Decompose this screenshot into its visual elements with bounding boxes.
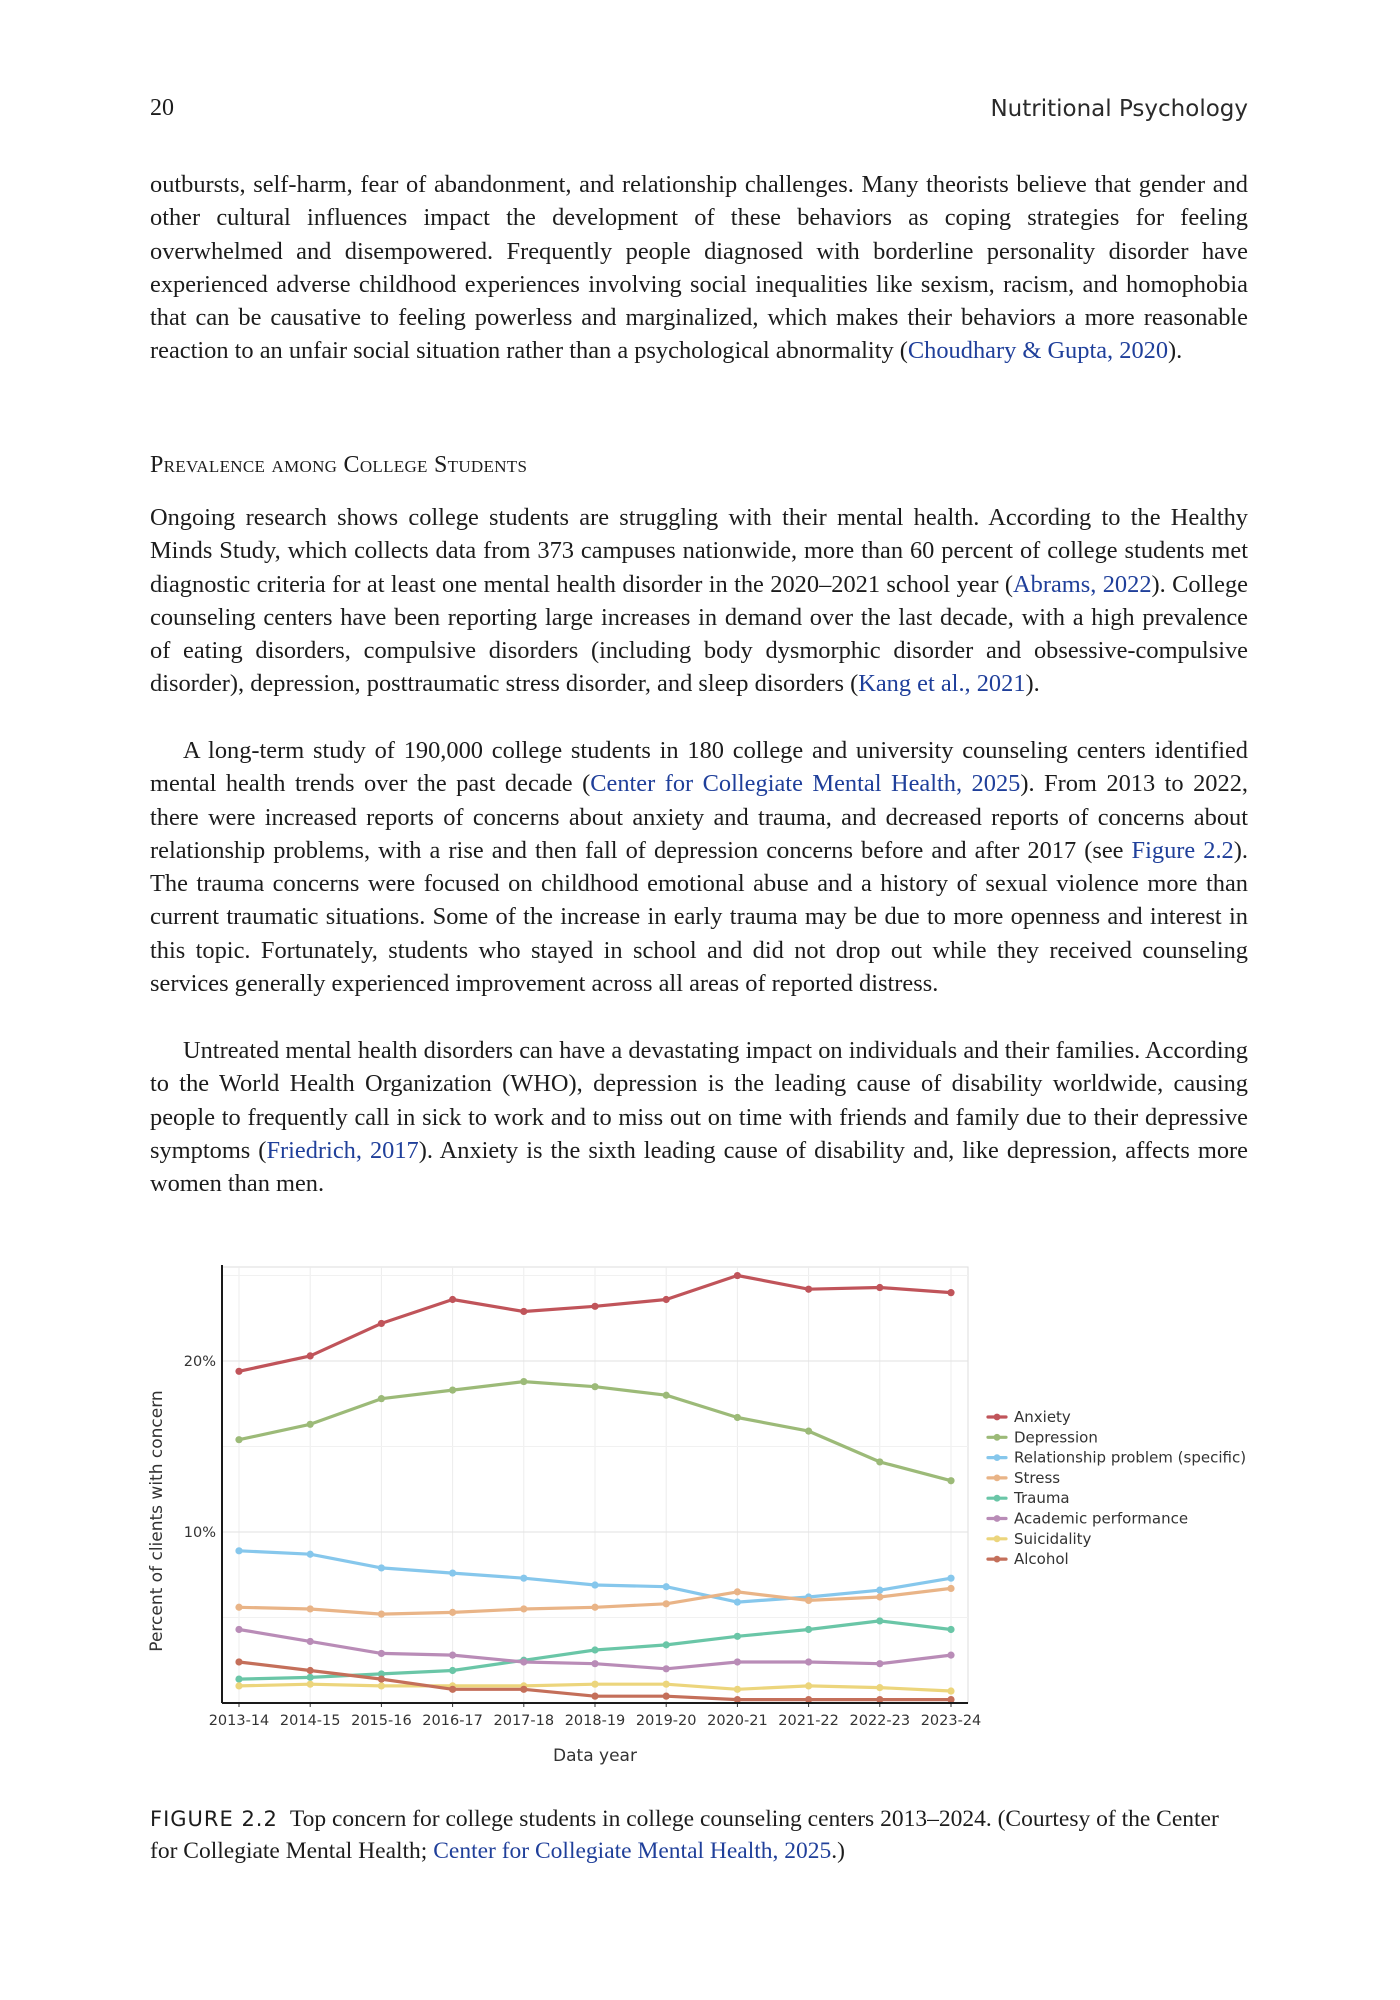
paragraph-text: Ongoing research shows college students are struggling with their mental health. According to the Healthy Minds Study, which collects data from 373 campuses nationwide, more than 60 percent of college students met diagnostic criteria for at least one mental health disorder in the 2020–2021 school year ( [150,504,1248,598]
data-point [449,1609,456,1616]
x-axis-title: Data year [553,1746,637,1766]
data-point [947,1652,954,1659]
data-point [235,1682,242,1689]
data-point [307,1638,314,1645]
legend-marker [994,1495,1001,1502]
data-point [378,1320,385,1327]
data-point [805,1658,812,1665]
data-point [449,1569,456,1576]
legend-marker [994,1454,1001,1461]
caption-text: Top concern for college students in college counseling centers 2013–2024. (Courtesy of the Center for Collegiate Mental Health; [150,1806,1219,1864]
data-point [378,1564,385,1571]
data-point [378,1682,385,1689]
paragraph-text: Untreated mental health disorders can have a devastating impact on individuals and their families. According to the World Health Organization (WHO), depression is the leading cause of disability worldwide, causing people to frequently call in sick to work and to miss out on time with friends and family due to their depressive symptoms ( [150,1037,1248,1164]
data-point [591,1681,598,1688]
legend-marker [994,1434,1001,1441]
data-point [235,1368,242,1375]
data-point [520,1605,527,1612]
x-tick-label: 2019-20 [635,1713,697,1729]
data-point [876,1458,883,1465]
y-tick-label: 10% [183,1525,216,1542]
data-point [734,1588,741,1595]
data-point [947,1477,954,1484]
x-tick-label: 2013-14 [208,1713,270,1729]
paragraph-text: ). [1168,337,1183,365]
data-point [663,1296,670,1303]
data-point [307,1551,314,1558]
data-point [449,1652,456,1659]
x-tick-label: 2018-19 [564,1713,626,1729]
legend-item [988,1530,1092,1548]
data-point [449,1387,456,1394]
data-point [805,1626,812,1633]
data-point [591,1604,598,1611]
data-point [876,1660,883,1667]
data-point [734,1686,741,1693]
data-point [663,1641,670,1648]
data-point [449,1296,456,1303]
legend-label: Stress [1014,1468,1061,1487]
data-point [235,1436,242,1443]
data-point [734,1658,741,1665]
data-point [307,1667,314,1674]
data-point [520,1378,527,1385]
data-point [520,1686,527,1693]
legend-label: Academic performance [1014,1509,1189,1528]
data-point [947,1575,954,1582]
legend-item [988,1489,1070,1507]
legend-label: Suicidality [1014,1529,1092,1548]
data-point [805,1682,812,1689]
data-point [307,1681,314,1688]
data-point [591,1646,598,1653]
data-point [876,1684,883,1691]
legend-label: Anxiety [1014,1408,1071,1426]
figure-label: FIGURE 2.2 [150,1807,278,1831]
page-number: 20 [150,95,174,121]
legend-item [988,1408,1071,1426]
data-point [734,1633,741,1640]
chart-gridlines [222,1267,968,1703]
y-axis-title: Percent of clients with concern [147,1390,167,1652]
legend-label: Relationship problem (specific) [1014,1448,1247,1467]
section-heading: Prevalence among College Students [150,452,528,478]
caption-text: .) [831,1838,845,1864]
legend-item [988,1449,1246,1467]
citation-link[interactable]: Center for Collegiate Mental Health, 2025 [433,1838,832,1864]
x-tick-label: 2014-15 [279,1713,341,1729]
paragraph-text: ). From 2013 to 2022, there were increased reports of concerns about anxiety and trauma, and decreased reports of concerns about relationship problems, with a rise and then fall of depression concerns before and after 2017 (see [150,770,1248,864]
body-paragraph [150,168,1248,368]
data-point [734,1414,741,1421]
data-point [947,1626,954,1633]
data-point [663,1600,670,1607]
data-point [591,1303,598,1310]
data-point [591,1693,598,1700]
data-point [378,1650,385,1657]
paragraph-text: ). [1025,670,1040,698]
data-point [805,1428,812,1435]
citation-link[interactable]: Choudhary & Gupta, 2020 [907,337,1169,365]
data-point [307,1674,314,1681]
data-point [235,1626,242,1633]
data-point [876,1593,883,1600]
data-point [947,1687,954,1694]
x-tick-label: 2023-24 [920,1713,982,1729]
data-point [307,1352,314,1359]
data-point [876,1617,883,1624]
data-point [235,1658,242,1665]
data-point [663,1583,670,1590]
data-point [805,1286,812,1293]
paragraph-text: ). Anxiety is the sixth leading cause of disability and, like depression, affects more women than men. [150,1136,1248,1198]
legend-marker [994,1535,1001,1542]
paragraph-text: outbursts, self-harm, fear of abandonment, and relationship challenges. Many theorists believe that gender and other cultural influences impact the development of these behaviors as coping strategies for feeling overwhelmed and disempowered. Frequently people diagnosed with borderline personality disorder have experienced adverse childhood experiences involving social inequalities like sexism, racism, and homophobia that can be causative to feeling powerless and marginalized, which makes their behaviors a more reasonable reaction to an unfair social situation rather than a psychological abnormality ( [150,171,1248,365]
body-paragraph [150,501,1248,701]
figure-caption [150,1803,1248,1867]
line-chart [140,1255,1270,1775]
data-point [378,1395,385,1402]
data-point [805,1597,812,1604]
x-tick-label: 2016-17 [422,1713,483,1729]
data-point [378,1610,385,1617]
data-point [663,1392,670,1399]
legend-label: Alcohol [1014,1550,1069,1569]
legend-marker [994,1475,1001,1482]
data-point [663,1665,670,1672]
data-point [947,1289,954,1296]
data-point [591,1660,598,1667]
paragraph-text: ). The trauma concerns were focused on childhood emotional abuse and a history of sexual violence more than current traumatic situations. Some of the increase in early trauma may be due to more openness and interest in this topic. Fortunately, students who stayed in school and did not drop out while they received counseling services generally experienced improvement across all areas of reported distress. [150,836,1248,998]
x-tick-label: 2022-23 [849,1713,911,1729]
data-point [663,1693,670,1700]
data-point [520,1658,527,1665]
legend-label: Depression [1014,1428,1098,1447]
data-point [876,1587,883,1594]
data-point [591,1581,598,1588]
x-tick-label: 2015-16 [351,1713,412,1729]
data-point [876,1284,883,1291]
citation-link[interactable]: Kang et al., 2021 [858,670,1026,698]
citation-link[interactable]: Abrams, 2022 [1013,570,1152,598]
data-point [449,1667,456,1674]
paragraph-text: ). College counseling centers have been reporting large increases in demand over the last decade, with a high prevalence of eating disorders, compulsive disorders (including body dysmorphic disorder and obsessive-compulsive disorder), depression, posttraumatic stress disorder, and sleep disorders ( [150,570,1248,698]
data-point [378,1675,385,1682]
legend-item [988,1469,1060,1487]
data-point [734,1599,741,1606]
figure-link[interactable]: Figure 2.2 [1131,836,1234,864]
x-tick-label: 2021-22 [778,1713,839,1729]
citation-link[interactable]: Center for Collegiate Mental Health, 2025 [590,770,1021,798]
data-point [449,1686,456,1693]
citation-link[interactable]: Friedrich, 2017 [266,1136,419,1164]
paragraph-text: A long-term study of 190,000 college students in 180 college and university counseling centers identified mental health trends over the past decade ( [150,737,1248,798]
legend-marker [994,1556,1001,1563]
data-point [235,1675,242,1682]
data-point [947,1585,954,1592]
data-point [307,1421,314,1428]
running-head: Nutritional Psychology [990,96,1248,122]
data-point [235,1547,242,1554]
body-paragraph [150,1034,1248,1200]
data-point [591,1383,598,1390]
legend-marker [994,1414,1001,1421]
data-point [520,1308,527,1315]
legend-item [988,1510,1188,1528]
legend-label: Trauma [1014,1489,1070,1508]
y-tick-label: 20% [183,1354,216,1371]
legend-item [988,1428,1098,1446]
data-point [235,1604,242,1611]
data-point [307,1605,314,1612]
legend-marker [994,1515,1001,1522]
legend-item [988,1550,1069,1568]
data-point [520,1575,527,1582]
x-tick-label: 2017-18 [493,1713,555,1729]
body-paragraph [150,734,1248,1000]
chart-legend [988,1408,1246,1568]
x-tick-label: 2020-21 [707,1713,768,1729]
data-point [734,1272,741,1279]
data-point [663,1681,670,1688]
